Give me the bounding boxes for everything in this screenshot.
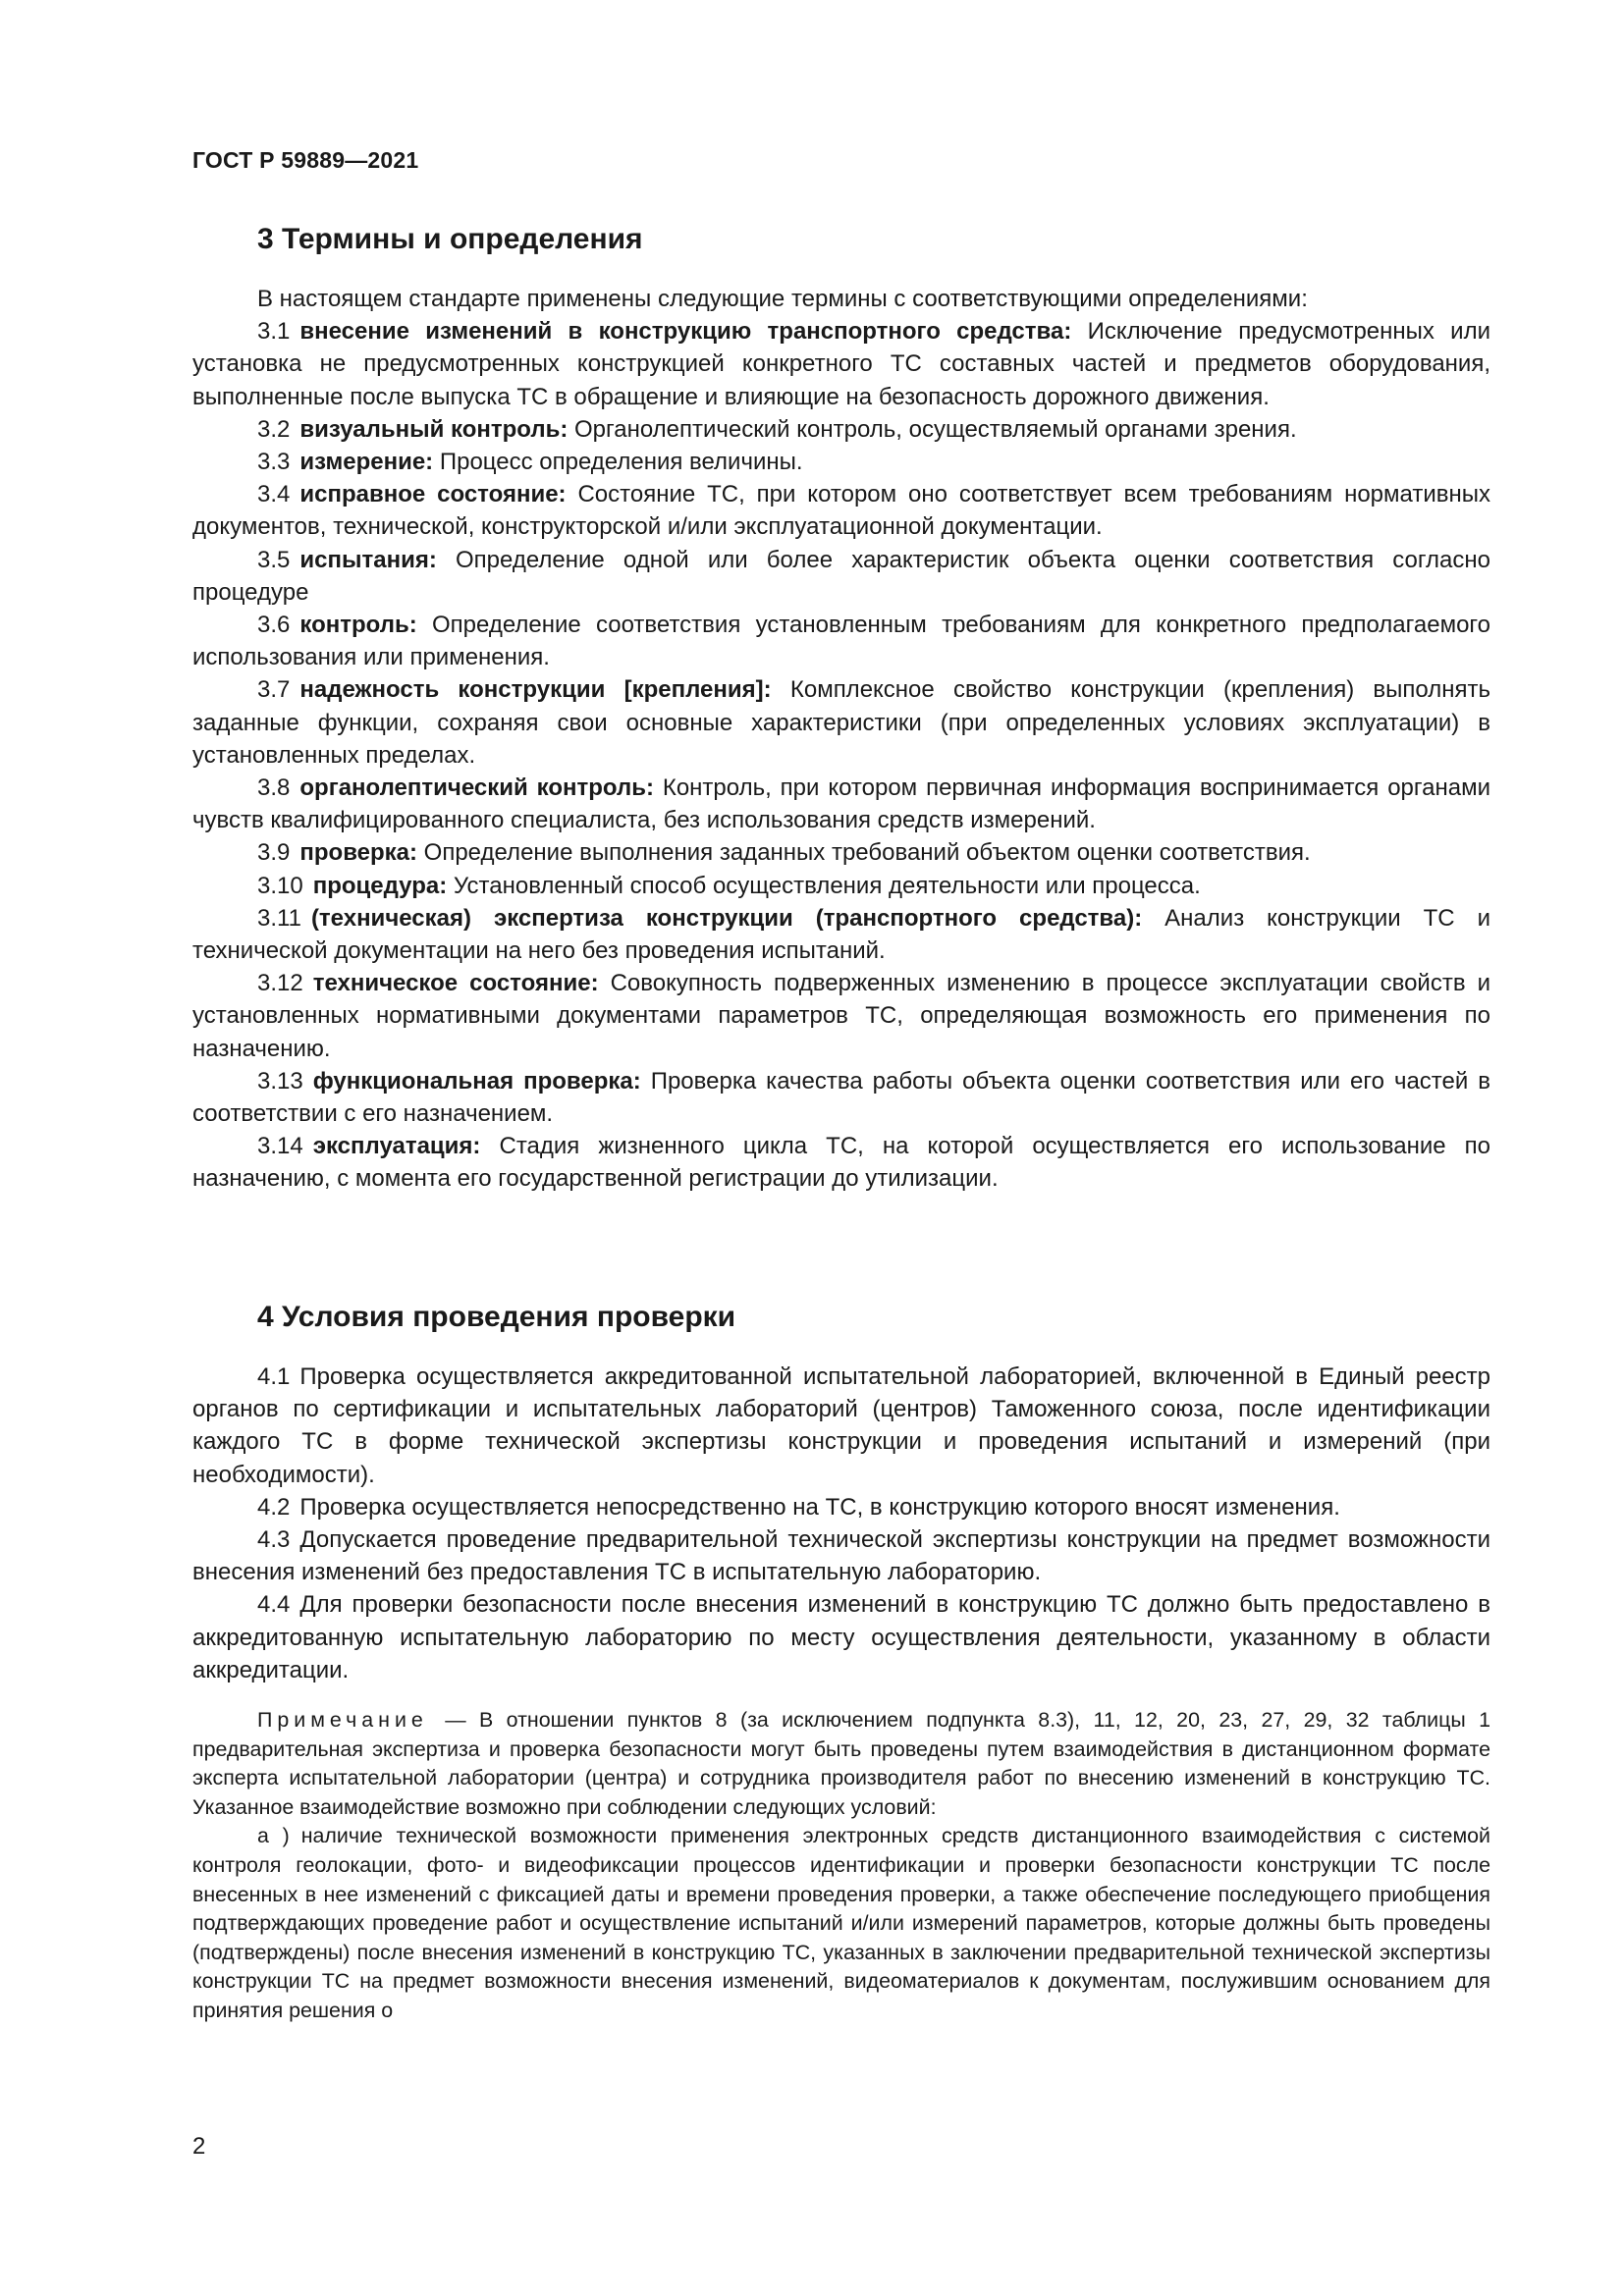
section-intro: В настоящем стандарте применены следующие термины с соответствующими определениями: [257,286,1308,312]
term-number: 3.11 [257,904,301,932]
term-number: 3.4 [257,481,291,508]
note-item-text: наличие технической возможности применения электронных средств дистанционного взаимодействия с системой контроля геолокации, фото- и видеофиксации процессов идентификации и проверки безопасности конструкции ТС после внесенных в нее изменений с фиксацией даты и времени проведения проверки, а также обеспечение последующего приобщения подтверждающих проведение работ и осуществление испытаний и/или измерений параметров, которые должны быть проведены (подтверждены) после внесения изменений в конструкцию ТС, указанных в заключении предварительной технической экспертизы конструкции ТС на предмет возможности внесения изменений, видеоматериалов к документам, послужившим основанием для принятия решения о [192,1824,1490,2022]
clause-entry [192,1523,1490,1588]
term-name: органолептический контроль: [299,774,654,802]
clause-number: 4.1 [257,1363,291,1390]
term-entry [192,446,1490,478]
term-number: 3.8 [257,774,291,802]
term-number: 3.12 [257,970,303,997]
term-definition: Контроль, при котором первичная информация воспринимается органами чувств квалифицированного специалиста, без использования средств измерений. [192,774,1490,834]
clause-number: 4.2 [257,1493,291,1521]
term-entry [192,609,1490,673]
section-heading: 3 Термины и определения [257,223,643,255]
note-item [192,1822,1490,2025]
term-name: измерение: [299,449,434,476]
section-conditions [192,1296,1490,2026]
term-definition: Процесс определения величины. [439,449,803,476]
term-entry [192,413,1490,446]
term-definition: Определение соответствия установленным требованиям для конкретного предполагаемого использования или применения. [192,612,1490,671]
note-item-letter: а ) [257,1824,290,1848]
term-name: процедура: [312,872,448,899]
section-terms [192,218,1490,1196]
term-entry [192,772,1490,836]
terms-list [192,315,1490,1195]
term-definition: Совокупность подверженных изменению в процессе эксплуатации свойств и установленных нормативными документами параметров ТС, определяющая возможность его применения по назначению. [192,970,1490,1062]
term-entry [192,478,1490,543]
term-number: 3.13 [257,1067,303,1095]
term-number: 3.6 [257,612,291,639]
term-definition: Исключение предусмотренных или установка не предусмотренных конструкцией конкретного ТС составных частей и предметов оборудования, выполненные после выпуска ТС в обращение и влияющие на безопасность дорожного движения. [192,318,1490,410]
term-number: 3.5 [257,546,291,573]
term-entry [192,836,1490,869]
term-definition: Определение одной или более характеристик объекта оценки соответствия согласно процедуре [192,546,1491,606]
term-name: визуальный контроль: [299,415,568,443]
term-entry [192,1130,1490,1195]
term-definition: Состояние ТС, при котором оно соответствует всем требованиям нормативных документов, технической, конструкторской и/или эксплуатационной документации. [192,481,1490,541]
term-number: 3.2 [257,415,291,443]
note-label: Примечание [257,1708,428,1733]
term-name: эксплуатация: [312,1133,481,1160]
term-number: 3.3 [257,449,291,476]
clause-entry [192,1588,1490,1686]
term-definition: Определение выполнения заданных требований объектом оценки соответствия. [423,839,1311,867]
clause-entry [192,1361,1490,1491]
term-name: надежность конструкции [крепления]: [299,676,772,704]
clause-entry [192,1491,1490,1523]
term-definition: Комплексное свойство конструкции (крепления) выполнять заданные функции, сохраняя свои основные характеристики (при определенных условиях эксплуатации) в установленных пределах. [192,676,1490,769]
term-entry [192,902,1490,967]
term-name: исправное состояние: [299,481,567,508]
clause-number: 4.4 [257,1591,291,1619]
clause-text: Проверка осуществляется непосредственно на ТС, в конструкцию которого вносят изменения. [299,1493,1340,1521]
term-entry [192,544,1490,609]
term-name: функциональная проверка: [312,1067,641,1095]
term-definition: Установленный способ осуществления деятельности или процесса. [453,872,1201,899]
term-number: 3.10 [257,872,303,899]
term-definition: Органолептический контроль, осуществляемый органами зрения. [574,415,1297,443]
term-name: проверка: [299,839,417,867]
clause-text: Проверка осуществляется аккредитованной испытательной лабораторией, включенной в Единый реестр органов по сертификации и испытательных лабораторий (центров) Таможенного союза, после идентификации каждого ТС в форме технической экспертизы конструкции и проведения испытаний и измерений (при необходимости). [192,1363,1490,1488]
note-text: — В отношении пунктов 8 (за исключением подпункта 8.3), 11, 12, 20, 23, 27, 29, 32 таблицы 1 предварительная экспертиза и проверка безопасности могут быть проведены путем взаимодействия в дистанционном формате эксперта испытательной лаборатории (центра) и сотрудника производителя работ по внесению изменений в конструкцию ТС. Указанное взаимодействие возможно при соблюдении следующих условий: [192,1708,1490,1819]
term-entry [192,315,1490,413]
note-paragraph [192,1706,1490,1822]
term-name: (техническая) экспертиза конструкции (транспортного средства): [310,904,1143,932]
term-name: техническое состояние: [312,970,599,997]
section-heading: 4 Условия проведения проверки [257,1301,736,1333]
document-id: ГОСТ Р 59889—2021 [192,147,419,173]
term-number: 3.9 [257,839,291,867]
term-entry [192,673,1490,772]
clauses-list [192,1361,1490,1686]
term-entry [192,1065,1490,1130]
clause-text: Для проверки безопасности после внесения изменений в конструкцию ТС должно быть предоставлено в аккредитованную испытательную лабораторию по месту осуществления деятельности, указанному в области аккредитации. [192,1591,1490,1683]
page-number: 2 [192,2133,206,2160]
term-definition: Проверка качества работы объекта оценки соответствия или его частей в соответствии с его назначением. [192,1067,1490,1128]
term-name: испытания: [299,546,437,573]
term-definition: Анализ конструкции ТС и технической документации на него без проведения испытаний. [192,904,1490,965]
term-number: 3.1 [257,318,291,346]
term-definition: Стадия жизненного цикла ТС, на которой осуществляется его использование по назначению, с момента его государственной регистрации до утилизации. [192,1133,1490,1193]
term-entry [192,967,1490,1065]
term-entry [192,870,1490,902]
term-number: 3.7 [257,676,291,704]
clause-number: 4.3 [257,1526,291,1554]
term-name: внесение изменений в конструкцию транспортного средства: [299,318,1072,346]
clause-text: Допускается проведение предварительной технической экспертизы конструкции на предмет возможности внесения изменений без предоставления ТС в испытательную лабораторию. [192,1526,1490,1586]
note-block [192,1706,1490,2026]
term-name: контроль: [299,612,417,639]
term-number: 3.14 [257,1133,303,1160]
